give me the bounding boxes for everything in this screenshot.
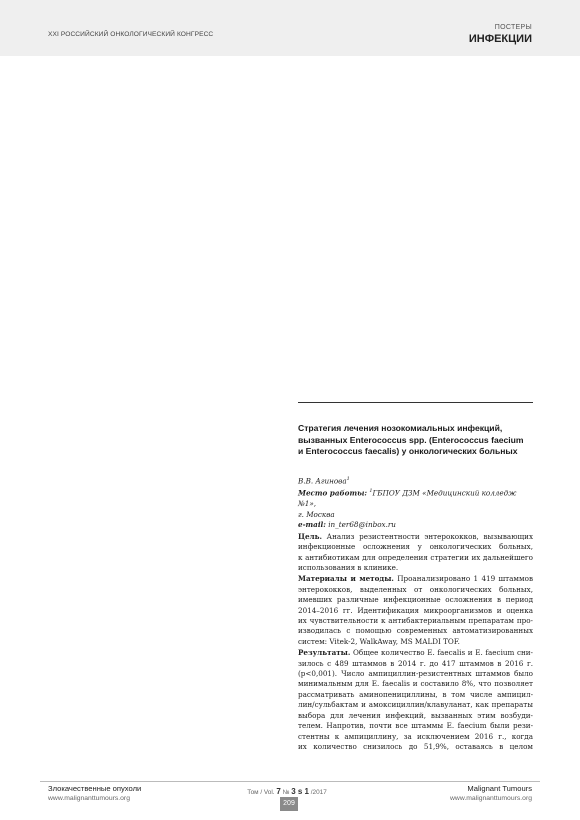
paragraph-line: изводилась с помощью современных автоматизированных [298, 626, 533, 636]
article-divider [298, 402, 533, 403]
paragraph-line: (p<0,001). Число ампициллин-резистентных штаммов было [298, 669, 533, 679]
paragraph-line: Цель. Анализ резистентности энтерококков, вызывающих [298, 531, 533, 541]
issue-info [232, 787, 342, 796]
journal-url-right[interactable]: www.malignanttumours.org [450, 795, 532, 802]
issue-prefix: № [282, 789, 290, 796]
header-band [0, 0, 580, 56]
methods-paragraph [298, 574, 533, 647]
paragraph-line: инфекционные осложнения у онкологических больных, [298, 542, 533, 552]
article [298, 402, 533, 752]
paragraph-line: систем: Vitek-2, WalkAway, MS MALDI TOF. [298, 636, 460, 646]
journal-url-left[interactable]: www.malignanttumours.org [48, 795, 130, 802]
section-name: ИНФЕКЦИИ [468, 33, 532, 45]
affiliation-line: ГБПОУ ДЗМ «Медицинский колледж №1», [298, 488, 517, 509]
results-label: Результаты. [298, 648, 351, 658]
footer-left [48, 784, 141, 803]
paragraph-line: телем. Напротив, почти все штаммы E. faecium были рези- [298, 721, 533, 731]
footer-divider [40, 781, 540, 782]
email-row [298, 520, 533, 531]
paragraph-line: использования в клинике. [298, 563, 399, 572]
footer-right [450, 784, 532, 803]
email-address[interactable]: in_ter68@inbox.ru [328, 520, 396, 530]
affiliation-label: Место работы: [298, 488, 368, 498]
paragraph-line: их чувствительности к антибактериальным препаратам про- [298, 616, 533, 626]
paragraph-line: минимальным для E. faecalis и составило 8%, что позволяет [298, 679, 533, 689]
page-number: 209 [280, 797, 298, 811]
paragraph-line: к антибиотикам для определения стратегии их дальнейшего [298, 552, 533, 562]
article-title [298, 423, 533, 458]
title-line: и Enterococcus faecalis) у онкологических больных [298, 446, 518, 456]
journal-name-en: Malignant Tumours [467, 784, 532, 793]
title-line: Стратегия лечения нозокомиальных инфекций, [298, 423, 503, 433]
paragraph-line: рассматривать аминопенициллины, в том числе ампицил- [298, 689, 533, 699]
paragraph-line: зилось с 489 штаммов в 2014 г. до 417 штаммов в 2016 г. [298, 658, 533, 668]
congress-title: XXI РОССИЙСКИЙ ОНКОЛОГИЧЕСКИЙ КОНГРЕСС [48, 31, 214, 38]
paragraph-line: выбора для лечения инфекций, вызванных этим возбуди- [298, 710, 533, 720]
paragraph-line: Результаты. Общее количество E. faecalis и E. faecium сни- [298, 648, 533, 658]
issue-year: /2017 [310, 789, 327, 796]
email-label: e-mail: [298, 520, 326, 530]
affiliation-sup: 1 [369, 488, 373, 495]
results-paragraph [298, 648, 533, 752]
paragraph-line: 2014–2016 гг. Идентификация микроорганизмов и оценка [298, 605, 533, 615]
author-name: В.В. Агинова [298, 475, 347, 485]
paragraph-line: лин/сульбактам и амоксициллин/клавуланат, как препараты [298, 700, 533, 710]
methods-label: Материалы и методы. [298, 574, 394, 584]
affiliation [298, 486, 533, 509]
journal-name-ru: Злокачественные опухоли [48, 784, 142, 793]
title-line: вызванных Enterococcus spp. (Enterococcus faecium [298, 434, 524, 445]
author [298, 474, 533, 487]
paragraph-line: стентны к ампициллину, за исключением 2016 г., когда [298, 731, 533, 741]
author-sup: 1 [346, 475, 350, 482]
volume-prefix: Том / Vol. [247, 789, 275, 796]
section-label: ПОСТЕРЫ [494, 24, 532, 31]
paragraph-line: энтерококков, выделенных от онкологических больных, [298, 584, 533, 594]
paragraph-line: их количество снизилось до 51,9%, оставаясь в целом [298, 741, 533, 751]
goal-paragraph [298, 532, 533, 574]
goal-label: Цель. [298, 531, 322, 541]
affiliation-city: г. Москва [298, 509, 335, 519]
issue-number: 3 s 1 [291, 787, 309, 796]
paragraph-line: имевших различные инфекционные осложнения в период [298, 595, 533, 605]
paragraph-line: Материалы и методы. Проанализировано 1 419 штаммов [298, 574, 533, 584]
volume-number: 7 [276, 787, 281, 796]
